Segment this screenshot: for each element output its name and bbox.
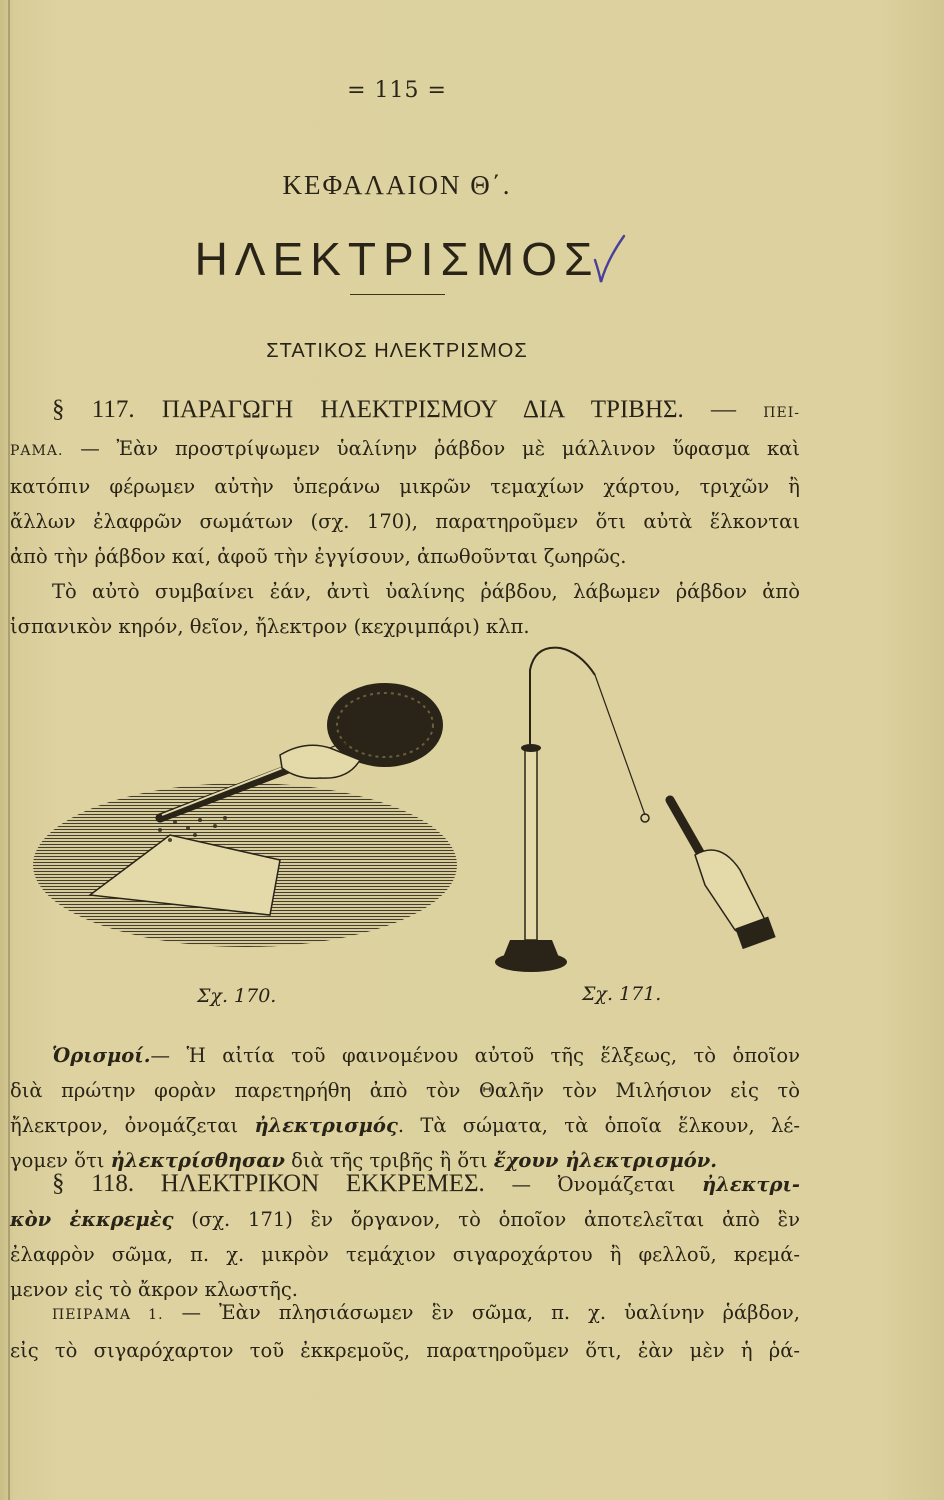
text-line	[10, 1202, 800, 1237]
bold-term: ἔχουν ἠλεκτρισμόν.	[493, 1149, 718, 1172]
section-subheading: ΣΤΑΤΙΚΟΣ ΗΛΕΚΤΡΙΣΜΟΣ	[266, 340, 528, 362]
text-line: εἰς τὸ σιγαρόχαρτον τοῦ ἐκκρεμοῦς, παρατηροῦμεν ὅτι, ἐὰν μὲν ἡ ῥά-	[10, 1339, 800, 1362]
chapter-heading: ΚΕΦΑΛΑΙΟΝ Θ΄.	[282, 170, 512, 200]
bold-term: ἠλεκτρι-	[702, 1173, 800, 1196]
page-number: = 115 =	[347, 78, 447, 103]
text-span: — Ἐὰν προστρίψωμεν ὑαλίνην ῥάβδον μὲ μάλλινον ὕφασμα καὶ	[63, 437, 800, 460]
section-heading-118: § 118. ΗΛΕΚΤΡΙΚΟΝ ΕΚΚΡΕΜΕΣ.	[52, 1170, 485, 1197]
paragraph-experiment-1	[10, 1295, 800, 1368]
text-line: μενον εἰς τὸ ἄκρον κλωστῆς.	[10, 1278, 298, 1301]
bold-term: κὸν ἐκκρεμὲς	[10, 1208, 174, 1231]
paragraph-117	[10, 392, 800, 644]
figure-170-caption: Σχ. 170.	[197, 985, 277, 1007]
title-rule	[350, 294, 445, 295]
text-line	[10, 1166, 800, 1202]
paragraph-118	[10, 1166, 800, 1307]
text-line: ἀπὸ τὴν ῥάβδον καί, ἀφοῦ τὴν ἐγγίσουν, ἀπωθοῦνται ζωηρῶς.	[10, 545, 627, 568]
figure-171-illustration	[490, 640, 800, 980]
text-line	[10, 392, 800, 431]
text-span: — Ὀνομάζεται	[484, 1173, 703, 1196]
text-line: ἱσπανικὸν κηρόν, θεῖον, ἤλεκτρον (κεχριμπάρι) κλπ.	[10, 615, 530, 638]
handwritten-check-mark	[591, 230, 627, 290]
chapter-title: ΗΛΕΚΤΡΙΣΜΟΣ	[194, 233, 600, 285]
text-line: κατόπιν φέρωμεν αὐτὴν ὑπεράνω μικρῶν τεμαχίων χάρτου, τριχῶν ἢ	[10, 475, 800, 498]
bold-term: ἠλεκτρισμός	[254, 1114, 398, 1137]
text-line	[10, 1038, 800, 1073]
text-line	[10, 1108, 800, 1143]
paragraph-definitions	[10, 1038, 800, 1178]
figure-170-illustration	[30, 660, 470, 980]
text-line	[10, 1295, 800, 1333]
text-span: (σχ. 171) ἓν ὄργανον, τὸ ὁποῖον ἀποτελεῖται ἀπὸ ἓν	[173, 1208, 800, 1231]
text-span: ἤλεκτρον, ὀνομάζεται	[10, 1114, 255, 1137]
text-span: — Ἐὰν πλησιάσωμεν ἓν σῶμα, π. χ. ὑαλίνην ῥάβδον,	[163, 1301, 800, 1324]
small-caps-text: ΠΕΙ-	[763, 405, 800, 421]
text-line: ἄλλων ἐλαφρῶν σωμάτων (σχ. 170), παρατηροῦμεν ὅτι αὐτὰ ἕλκονται	[10, 510, 800, 533]
text-span: . Τὰ σώματα, τὰ ὁποῖα ἕλκουν, λέ-	[397, 1114, 800, 1137]
text-line	[10, 431, 800, 469]
text-span: διὰ τῆς τριβῆς ἢ ὅτι	[284, 1149, 494, 1172]
small-caps-text: ΡΑΜΑ.	[10, 443, 64, 459]
text-span: — Ἡ αἰτία τοῦ φαινομένου αὐτοῦ τῆς ἕλξεως, τὸ ὁποῖον	[150, 1044, 800, 1067]
bold-term: ἠλεκτρίσθησαν	[110, 1149, 285, 1172]
bold-term: Ὁρισμοί.	[52, 1044, 151, 1067]
text-line: διὰ πρώτην φορὰν παρετηρήθη ἀπὸ τὸν Θαλῆν τὸν Μιλήσιον εἰς τὸ	[10, 1079, 800, 1102]
text-line: ἐλαφρὸν σῶμα, π. χ. μικρὸν τεμάχιον σιγαροχάρτου ἢ φελλοῦ, κρεμά-	[10, 1243, 800, 1266]
section-heading-117: § 117. ΠΑΡΑΓΩΓΗ ΗΛΕΚΤΡΙΣΜΟΥ ΔΙΑ ΤΡΙΒΗΣ. —	[52, 396, 764, 423]
small-caps-text: ΠΕΙΡΑΜΑ 1.	[52, 1307, 164, 1323]
text-line: Τὸ αὐτὸ συμβαίνει ἐάν, ἀντὶ ὑαλίνης ῥάβδου, λάβωμεν ῥάβδον ἀπὸ	[52, 580, 800, 603]
text-span: γομεν ὅτι	[10, 1149, 111, 1172]
figure-171-caption: Σχ. 171.	[582, 983, 662, 1005]
